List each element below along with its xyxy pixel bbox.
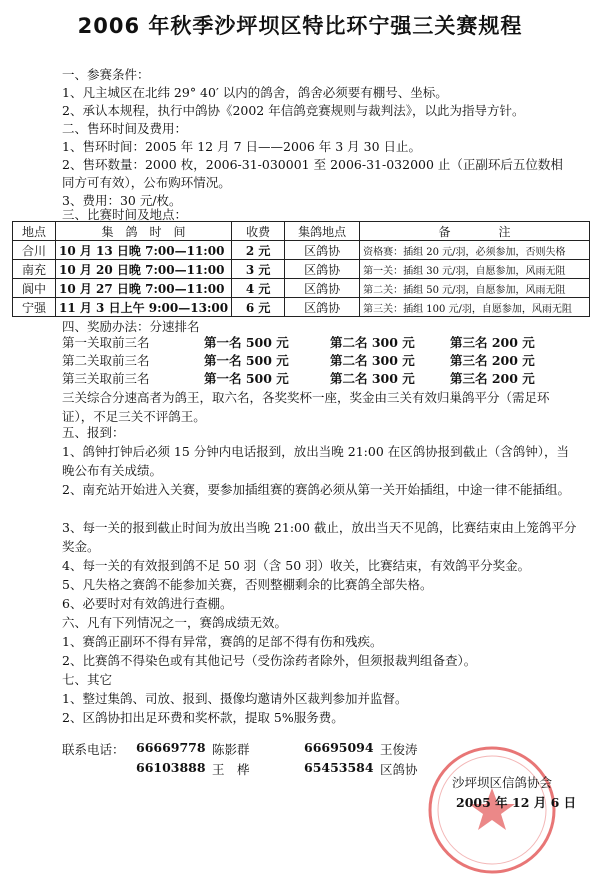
prize-stage: 第二关取前三名 <box>62 353 150 368</box>
section-7-item-1: 1、整过集鸽、司放、报到、摄像均邀请外区裁判参加并监督。 <box>62 691 408 706</box>
cell-note: 第一关：插组 30 元/羽，自愿参加，风雨无阻 <box>360 260 590 279</box>
contact-person: 王 桦 <box>212 762 250 777</box>
section-5-item-2: 2、南充站开始进入关赛，要参加插组赛的赛鸽必须从第一关开始插组，中途一律不能插组。 <box>62 482 570 497</box>
document-title: 2006 年秋季沙坪坝区特比环宁强三关赛规程 <box>77 14 523 38</box>
section-5-item-3: 3、每一关的报到截止时间为放出当晚 21:00 截止，放出当天不见鸽，比赛结束由上笼鸽平分奖金。 <box>62 520 577 554</box>
header-cell: 地点 <box>13 222 56 241</box>
section-1-item-1: 1、凡主城区在北纬 29° 40′ 以内的鸽舍，鸽舍必须要有棚号、坐标。 <box>62 85 448 100</box>
footer-date: 2005 年 12 月 6 日 <box>456 795 577 810</box>
section-1-item-2: 2、承认本规程，执行中鸽协《2002 年信鸽竞赛规则与裁判法》，以此为指导方针。 <box>62 103 525 118</box>
contact-person: 区鸽协 <box>380 762 418 777</box>
prize-first: 第一名 500 元 <box>204 335 289 350</box>
header-cell: 集鸽地点 <box>285 222 360 241</box>
prize-stage: 第三关取前三名 <box>62 371 150 386</box>
prize-row <box>62 370 582 388</box>
race-schedule-table <box>12 221 590 317</box>
cell-venue: 区鸽协 <box>285 260 360 279</box>
prize-row <box>62 334 582 352</box>
cell-note: 资格赛：插组 20 元/羽，必须参加，否则失格 <box>360 241 590 260</box>
contact-person: 陈影群 <box>212 742 250 757</box>
prize-first: 第一名 500 元 <box>204 353 289 368</box>
contact-phone: 66669778 <box>136 740 206 755</box>
section-7-item-2: 2、区鸽协扣出足环费和奖杯款，提取 5%服务费。 <box>62 710 344 725</box>
prize-row <box>62 352 582 370</box>
contact-label: 联系电话： <box>62 742 125 757</box>
section-2-item-1: 1、售环时间：2005 年 12 月 7 日——2006 年 3 月 30 日止。 <box>62 139 422 154</box>
header-cell: 集 鸽 时 间 <box>56 222 232 241</box>
table-row <box>13 241 590 260</box>
table-header-row <box>13 222 590 241</box>
cell-location: 宁强 <box>13 298 56 317</box>
cell-time: 10 月 27 日晚 7:00—11:00 <box>56 279 232 298</box>
cell-fee: 6 元 <box>232 298 285 317</box>
cell-location: 阆中 <box>13 279 56 298</box>
prize-third: 第三名 200 元 <box>450 371 535 386</box>
cell-time: 11 月 3 日上午 9:00—13:00 <box>56 298 232 317</box>
section-6-item-1: 1、赛鸽正副环不得有异常，赛鸽的足部不得有伤和残疾。 <box>62 634 383 649</box>
section-5-item-1: 1、鸽钟打钟后必须 15 分钟内电话报到，放出当晚 21:00 在区鸽协报到截止（含鸽钟），当晚公布有关成绩。 <box>62 444 570 478</box>
section-6-heading: 六、凡有下列情况之一，赛鸽成绩无效。 <box>62 615 288 630</box>
prize-stage: 第一关取前三名 <box>62 335 150 350</box>
prize-second: 第二名 300 元 <box>330 371 415 386</box>
cell-venue: 区鸽协 <box>285 279 360 298</box>
section-5-item-5: 5、凡失格之赛鸽不能参加关赛，否则整棚剩余的比赛鸽全部失格。 <box>62 577 433 592</box>
cell-location: 南充 <box>13 260 56 279</box>
cell-note: 第三关：插组 100 元/羽，自愿参加，风雨无阻 <box>360 298 590 317</box>
section-7-heading: 七、其它 <box>62 672 113 687</box>
header-cell: 收费 <box>232 222 285 241</box>
section-2-heading: 二、售环时间及费用： <box>62 121 188 136</box>
section-2-item-3: 3、费用：30 元/枚。 <box>62 193 182 208</box>
cell-time: 10 月 20 日晚 7:00—11:00 <box>56 260 232 279</box>
contact-phone: 66695094 <box>304 740 374 755</box>
contact-phone: 66103888 <box>136 760 206 775</box>
table-row <box>13 260 590 279</box>
prize-second: 第二名 300 元 <box>330 335 415 350</box>
section-2-item-2: 2、售环数量：2000 枚，2006-31-030001 至 2006-31-032000 止（正副环后五位数相 <box>62 157 563 172</box>
section-2-item-2-cont: 同方可有效），公布购环情况。 <box>62 175 231 190</box>
prize-first: 第一名 500 元 <box>204 371 289 386</box>
table-row <box>13 298 590 317</box>
cell-location: 合川 <box>13 241 56 260</box>
section-4-note: 三关综合分速高者为鸽王，取六名，各奖奖杯一座，奖金由三关有效归巢鸽平分（需足环证），不足三关不评鸽王。 <box>62 390 550 424</box>
prize-third: 第三名 200 元 <box>450 335 535 350</box>
cell-fee: 2 元 <box>232 241 285 260</box>
cell-venue: 区鸽协 <box>285 298 360 317</box>
section-4-heading: 四、奖励办法：分速排名 <box>62 319 200 334</box>
header-cell: 备 注 <box>360 222 590 241</box>
section-5-item-4: 4、每一关的有效报到鸽不足 50 羽（含 50 羽）收关，比赛结束，有效鸽平分奖金。 <box>62 558 531 573</box>
section-5-heading: 五、报到： <box>62 425 125 440</box>
contact-person: 王俊涛 <box>380 742 418 757</box>
section-6-item-2: 2、比赛鸽不得染色或有其他记号（受伤涂药者除外，但须报裁判组备查）。 <box>62 653 477 668</box>
section-1-heading: 一、参赛条件： <box>62 67 150 82</box>
cell-time: 10 月 13 日晚 7:00—11:00 <box>56 241 232 260</box>
cell-fee: 3 元 <box>232 260 285 279</box>
cell-venue: 区鸽协 <box>285 241 360 260</box>
prize-third: 第三名 200 元 <box>450 353 535 368</box>
cell-note: 第二关：插组 50 元/羽，自愿参加，风雨无阻 <box>360 279 590 298</box>
prize-second: 第二名 300 元 <box>330 353 415 368</box>
section-5-item-6: 6、必要时对有效鸽进行查棚。 <box>62 596 233 611</box>
contact-phone: 65453584 <box>304 760 374 775</box>
cell-fee: 4 元 <box>232 279 285 298</box>
section-3-heading: 三、比赛时间及地点： <box>62 207 188 222</box>
footer-organization: 沙坪坝区信鸽协会 <box>452 775 553 790</box>
table-row <box>13 279 590 298</box>
